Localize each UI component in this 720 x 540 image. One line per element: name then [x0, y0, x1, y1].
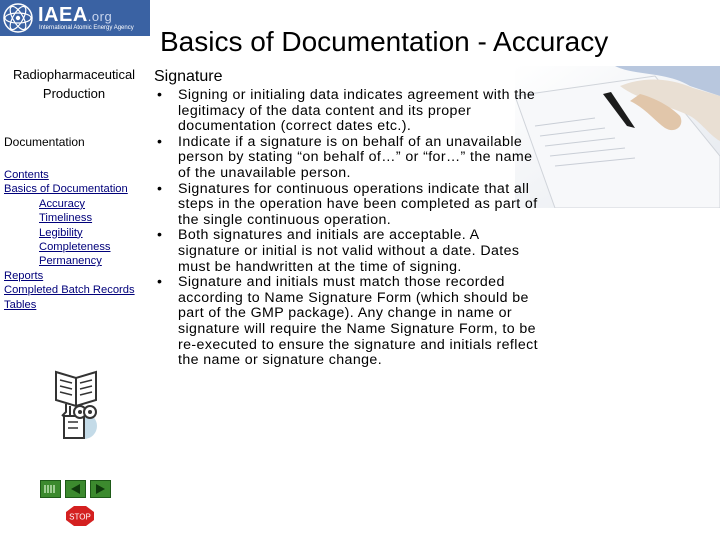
- forward-button[interactable]: [90, 480, 111, 498]
- nav-link-accuracy[interactable]: Accuracy: [39, 197, 86, 210]
- bullet-item: [154, 275, 539, 369]
- nav-link-permanency[interactable]: Permanency: [39, 255, 102, 268]
- bullet-text: Signing or initialing data indicates agreement with the legitimacy of the data content and its proper documentation (correct dates etc.).: [178, 87, 536, 135]
- nav-link-completeness[interactable]: Completeness: [39, 241, 111, 254]
- home-button-icon: [41, 481, 60, 497]
- slide-navigation: [40, 480, 110, 497]
- stop-button[interactable]: [66, 506, 94, 526]
- sidebar-heading: [0, 65, 148, 103]
- section-heading: Signature: [154, 68, 223, 85]
- book-reader-icon: [48, 360, 104, 450]
- home-button[interactable]: [40, 480, 61, 498]
- nav-link-reports[interactable]: Reports: [4, 269, 44, 282]
- bullet-item: [154, 182, 539, 229]
- nav-link-tables[interactable]: Tables: [4, 298, 37, 311]
- bullet-list-container: [154, 88, 539, 369]
- sidebar-heading-line2: Production: [42, 86, 106, 101]
- page-title: Basics of Documentation - Accuracy: [160, 26, 609, 57]
- bullet-glyph: •: [157, 87, 163, 103]
- forward-button-icon: [91, 481, 110, 497]
- bullet-text: Both signatures and initials are acceptable. A signature or initial is not valid without a date. Dates must be handwritten at the time of signing.: [178, 227, 520, 275]
- nav-link-batch-records[interactable]: Completed Batch Records: [4, 284, 135, 297]
- sidebar-heading-line1: Radiopharmaceutical: [12, 67, 136, 82]
- sidebar-nav: [4, 168, 135, 312]
- nav-link-contents[interactable]: Contents: [4, 169, 49, 181]
- signing-photo: [515, 66, 720, 208]
- bullet-glyph: •: [157, 180, 163, 197]
- logo-wordmark: IAEA.org: [38, 4, 113, 26]
- iaea-logo: [0, 0, 150, 36]
- bullet-text: Signature and initials must match those recorded according to Name Signature Form (which should be part of the GMP package). Any change in name or signature will require the Name Signature Form, to be re-executed to ensure the signature and initials reflect the name or signature change.: [178, 274, 538, 369]
- bullet-item: [154, 228, 539, 275]
- iaea-logo-icon: [2, 2, 34, 34]
- nav-link-basics[interactable]: Basics of Documentation: [4, 183, 128, 196]
- bullet-glyph: •: [157, 227, 163, 244]
- bullet-text: Indicate if a signature is on behalf of an unavailable person by stating “on behalf of…” or “for…” the name of the unavailable person.: [178, 133, 533, 181]
- sidebar: [0, 65, 150, 311]
- bullet-glyph: •: [157, 133, 163, 150]
- sidebar-section-title: Documentation: [4, 135, 85, 149]
- bullet-item: [154, 88, 539, 135]
- logo-subtitle: International Atomic Energy Agency: [39, 25, 134, 31]
- nav-link-legibility[interactable]: Legibility: [39, 226, 83, 239]
- bullet-item: [154, 135, 539, 182]
- bullet-text: Signatures for continuous operations indicate that all steps in the operation have been completed as part of the single continuous operation.: [178, 180, 538, 228]
- stop-label: STOP: [69, 512, 91, 522]
- back-button[interactable]: [65, 480, 86, 498]
- bullet-glyph: •: [157, 274, 163, 291]
- nav-link-timeliness[interactable]: Timeliness: [39, 212, 93, 225]
- bullet-list: [154, 88, 539, 369]
- back-button-icon: [66, 481, 85, 497]
